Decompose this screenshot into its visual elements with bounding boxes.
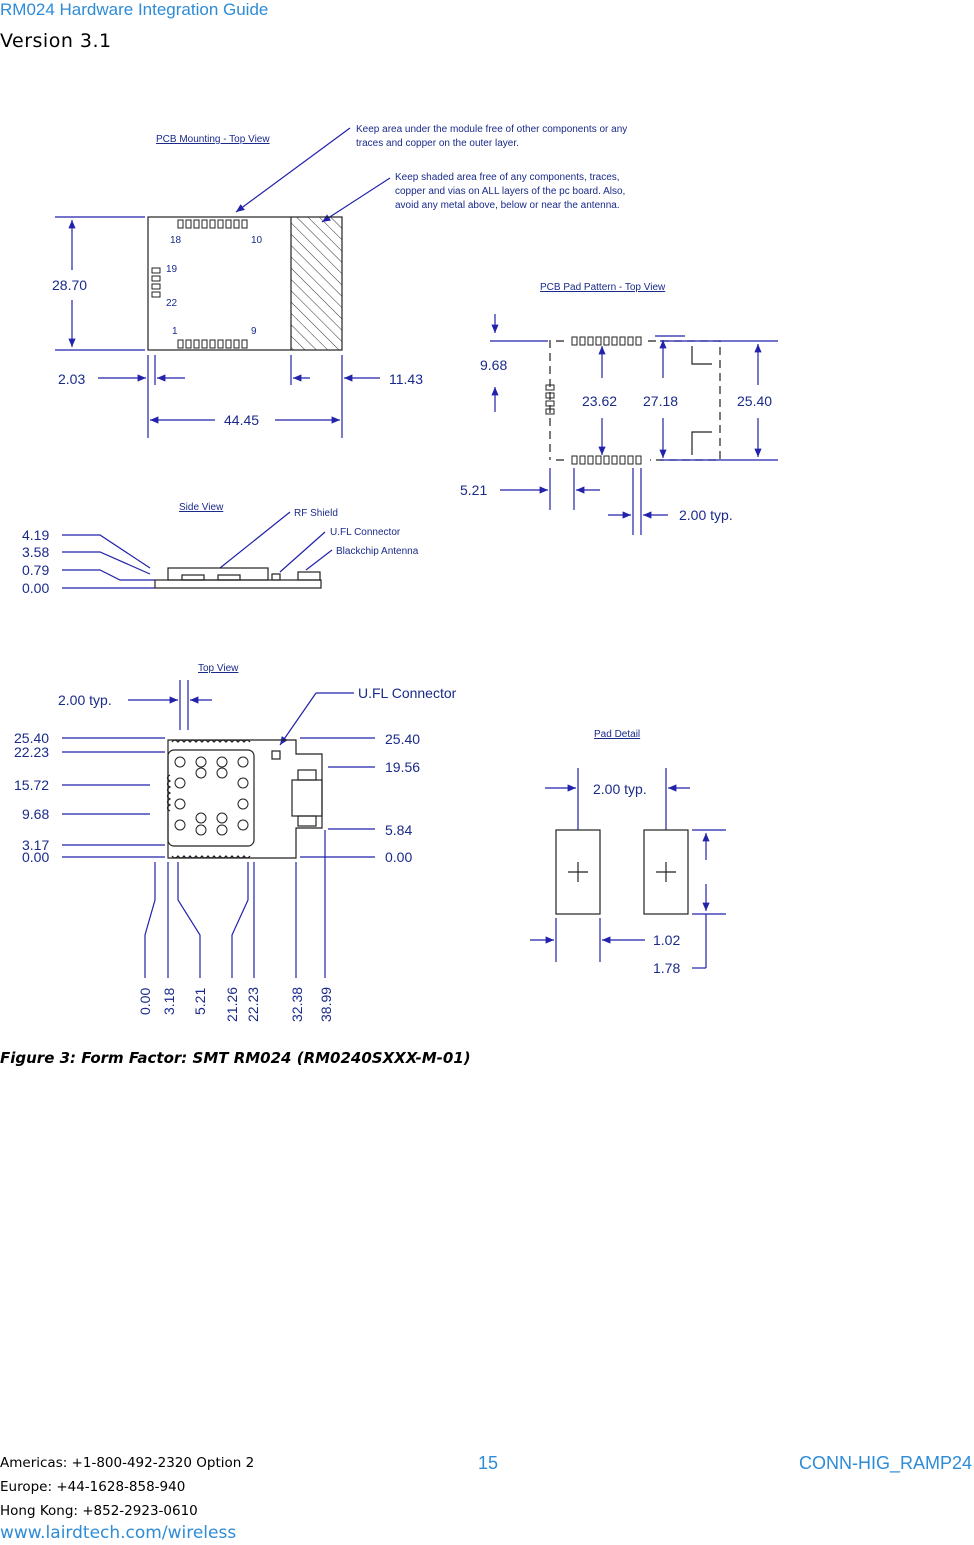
right-dim-5-84: 5.84 [385,822,413,838]
doc-number: CONN-HIG_RAMP24 [798,1453,972,1473]
left-dim-25-40: 25.40 [14,730,50,746]
side-view-label: Side View [179,502,224,513]
bottom-dim-5-21: 5.21 [192,987,208,1015]
bottom-dim-3-18: 3.18 [161,987,177,1015]
header-version: Version 3.1 [0,30,112,52]
bottom-dim-38-99: 38.99 [318,986,334,1022]
height-0-79: 0.79 [22,562,50,578]
header-title: RM024 Hardware Integration Guide [0,0,269,19]
dim-9-68: 9.68 [480,357,508,373]
pin-10: 10 [251,235,263,246]
form-factor-drawing [0,110,974,1030]
dim-44-45: 44.45 [224,412,260,428]
pin-1: 1 [172,326,178,337]
footer-hongkong: Hong Kong: +852-2923-0610 [0,1503,198,1519]
pad-pattern-label: PCB Pad Pattern - Top View [540,282,666,293]
pcb-mounting-top-view [52,124,627,438]
top-view2-typ: 2.00 typ. [58,692,112,708]
left-dim-3-17: 3.17 [22,837,50,853]
pad-detail [530,729,726,976]
note2-line1: Keep shaded area free of any components, traces, [395,172,620,183]
note1-line1: Keep area under the module free of other components or any [356,124,628,135]
footer-americas: Americas: +1-800-492-2320 Option 2 [0,1455,255,1471]
callout-rf-shield: RF Shield [294,508,338,519]
note2-line3: avoid any metal above, below or near the antenna. [395,200,620,211]
pin-9: 9 [251,326,257,337]
height-3-58: 3.58 [22,544,50,560]
top-view-2 [14,663,457,1022]
right-dim-0-00: 0.00 [385,849,413,865]
height-0-00: 0.00 [22,580,50,596]
height-4-19: 4.19 [22,527,50,543]
dim-2-03: 2.03 [58,371,86,387]
left-dim-22-23: 22.23 [14,744,50,760]
side-view [22,502,419,596]
pin-18: 18 [170,235,182,246]
bottom-dim-32-38: 32.38 [289,986,305,1022]
pad-detail-typ: 2.00 typ. [593,781,647,797]
callout-antenna: Blackchip Antenna [336,546,419,557]
callout-ufl: U.FL Connector [330,527,401,538]
left-dim-0-00: 0.00 [22,849,50,865]
bottom-dim-21-26: 21.26 [224,986,240,1022]
dim-11-43: 11.43 [389,371,423,387]
pcb-pad-pattern [460,282,778,535]
pad-detail-label: Pad Detail [594,729,641,740]
page-number: 15 [478,1453,499,1473]
pin-19: 19 [166,264,178,275]
footer-website-link[interactable]: www.lairdtech.com/wireless [0,1523,237,1543]
pin-22: 22 [166,298,178,309]
bottom-dim-22-23: 22.23 [245,986,261,1022]
dim-25-40: 25.40 [737,393,773,409]
dim-height-28-70: 28.70 [52,277,88,293]
right-dim-19-56: 19.56 [385,759,421,775]
dim-23-62: 23.62 [582,393,618,409]
top-view-label: PCB Mounting - Top View [156,134,270,145]
note1-line2: traces and copper on the outer layer. [356,138,519,149]
dim-27-18: 27.18 [643,393,679,409]
top-view2-label: Top View [198,663,239,674]
top-view2-connector: U.FL Connector [358,685,457,701]
left-dim-9-68: 9.68 [22,806,50,822]
left-dim-15-72: 15.72 [14,777,50,793]
dim-2-00-typ: 2.00 typ. [679,507,733,523]
dim-5-21: 5.21 [460,482,488,498]
pad-width-1-02: 1.02 [653,932,681,948]
right-dim-25-40: 25.40 [385,731,421,747]
note2-line2: copper and vias on ALL layers of the pc board. Also, [395,186,626,197]
pad-height-1-78: 1.78 [653,960,681,976]
figure-caption: Figure 3: Form Factor: SMT RM024 (RM0240SXXX-M-01) [0,1049,471,1067]
bottom-dim-0-00: 0.00 [137,987,153,1015]
footer-europe: Europe: +44-1628-858-940 [0,1479,186,1495]
